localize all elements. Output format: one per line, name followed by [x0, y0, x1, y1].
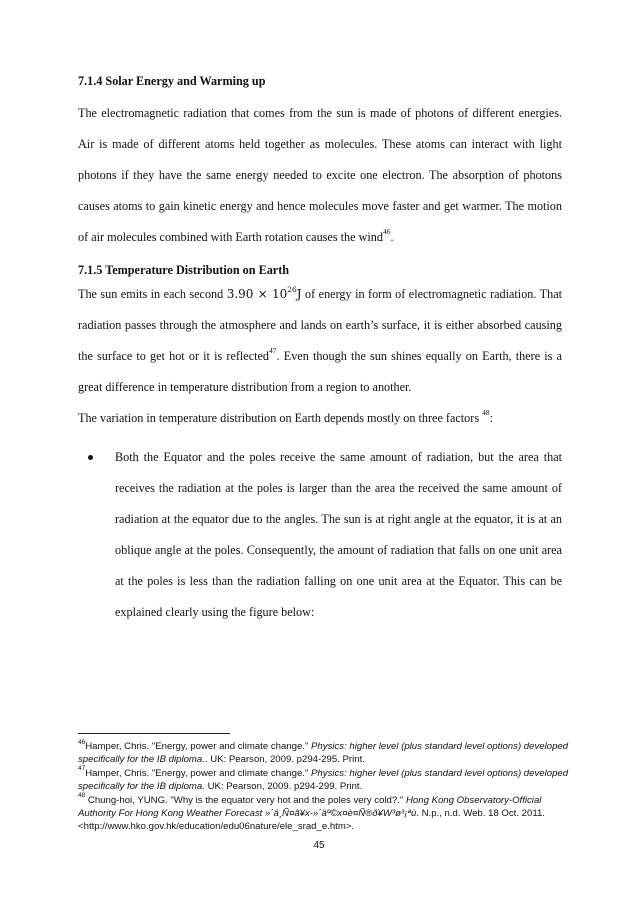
bullet-icon	[88, 455, 93, 460]
footnote-46: $^{46}$Hamper, Chris. "Energy, power and climate change." Physics: higher level (plus standard level options) developed specifically for the IB diploma.. UK: Pearson, 2009. p294-295. Print.	[78, 738, 569, 766]
footnote-link[interactable]: . N.p., n.d. Web. 18 Oct. 2011. <http://www.hko.gov.hk/education/edu06nature/ele_srad_e.htm>.	[78, 808, 545, 833]
factors-list	[78, 442, 562, 628]
energy-value: $3.90 \times 10^{26}J$	[226, 284, 302, 301]
list-item: Both the Equator and the poles receive the same amount of radiation, but the area that receives the radiation at the poles is larger than the area the received the same amount of radiation at the equator due to the angles. The sun is at right angle at the equator, it is at an oblique angle at the poles. Consequently, the amount of radiation that falls on one unit area at the poles is less than the radiation falling on one unit area at the Equator. This can be explained clearly using the figure below:	[78, 442, 562, 628]
footnote-ref-47[interactable]: 47	[269, 346, 277, 356]
footnote-48: $^{48}$ Chung-hoi, YUNG. "Why is the equator very hot and the poles very cold?." Hong Kong Observatory-Official Authority For Hong Kong Weather Forecast »´ä¸Ñ¤ã¥x-»´äº©x¤è¤Ñ®ð¥W³ø³¡ªù. N.p., n.d. Web. 18 Oct. 2011. <http://www.hko.gov.hk/education/edu06nature/ele_srad_e.htm>.	[78, 792, 545, 833]
body-text	[78, 72, 562, 628]
footnotes	[78, 740, 578, 834]
footnote-ref-46[interactable]: 46	[382, 227, 391, 237]
paragraph-variation: The variation in temperature distribution on Earth depends mostly on three factors $^{48}$:	[78, 408, 493, 425]
paragraph-solar-energy: The electromagnetic radiation that comes from the sun is made of photons of different energies. Air is made of different atoms held together as molecules. These atoms can interact with light photons if they have the same energy needed to excite one electron. The absorption of photons causes atoms to gain kinetic energy and hence molecules move faster and get warmer. The motion of air molecules combined with Earth rotation causes the wind$^{46}$.	[78, 106, 562, 244]
section-heading-7-1-4: 7.1.4 Solar Energy and Warming up	[78, 74, 266, 88]
footnote-47: $^{47}$Hamper, Chris. "Energy, power and climate change." Physics: higher level (plus standard level options) developed specifically for the IB diploma. UK: Pearson, 2009. p294-299. Print.	[78, 765, 569, 793]
page-number: 45	[313, 840, 325, 851]
footnote-ref-48[interactable]: 48	[482, 408, 490, 418]
paragraph-sun-emission: The sun emits in each second $3.90 \times 10^{26}J$ of energy in form of electromagnetic radiation. That radiation passes through the atmosphere and lands on earth’s surface, it is either absorbed causing the surface to get hot or it is reflected$^{47}$. Even though the sun shines equally on Earth, there is a great difference in temperature distribution from a region to another.	[78, 284, 563, 394]
footnote-separator	[78, 733, 230, 734]
section-heading-7-1-5: 7.1.5 Temperature Distribution on Earth	[78, 263, 290, 277]
